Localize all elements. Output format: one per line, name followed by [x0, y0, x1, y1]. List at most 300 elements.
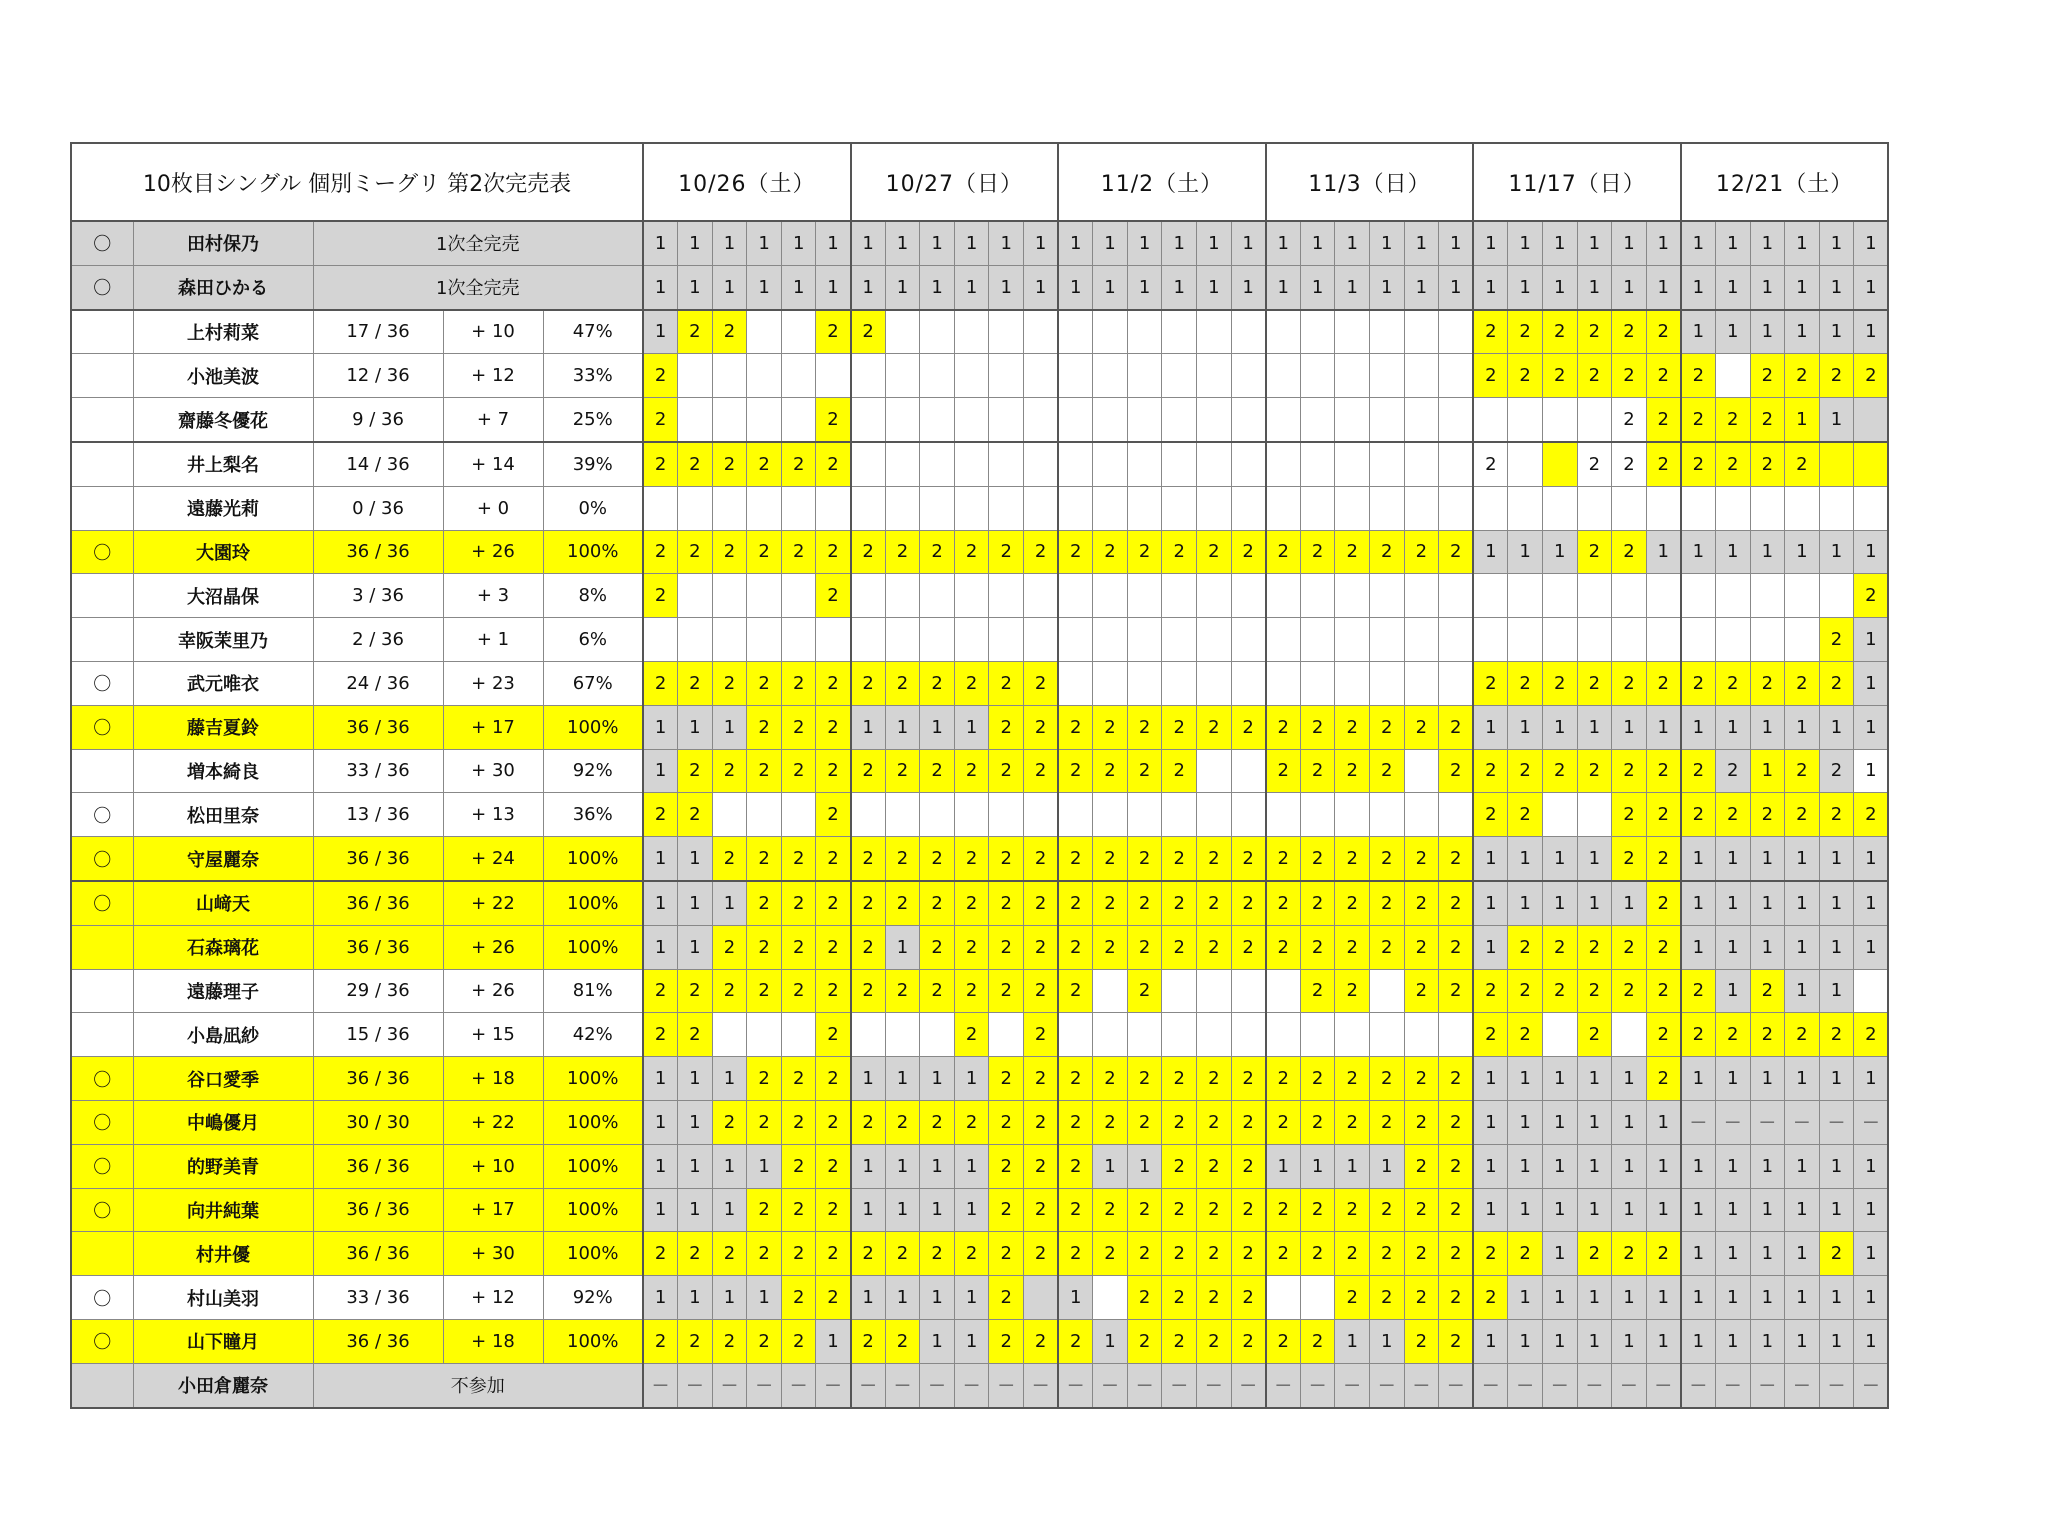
slot-cell: 1	[1508, 881, 1543, 925]
slot-cell: 2	[851, 925, 886, 969]
slot-cell: 2	[920, 1100, 955, 1144]
slot-cell: 1	[1681, 221, 1716, 265]
slot-cell	[1404, 661, 1439, 705]
slot-cell: 2	[1231, 837, 1266, 881]
completion-mark	[71, 969, 133, 1013]
date-header: 11/2（土）	[1058, 143, 1266, 221]
slot-cell: 1	[747, 265, 782, 309]
slot-cell: 2	[816, 1276, 851, 1320]
slot-cell	[781, 1013, 816, 1057]
increase-count: + 17	[443, 1188, 543, 1232]
slot-cell: 1	[1542, 705, 1577, 749]
slot-cell: 2	[1335, 925, 1370, 969]
slot-cell: －	[1404, 1363, 1439, 1407]
slot-cell: 2	[989, 749, 1024, 793]
slot-cell: 1	[1300, 265, 1335, 309]
slot-cell: 1	[1819, 1057, 1854, 1101]
slot-cell	[1612, 574, 1647, 618]
slot-cell: 2	[1162, 837, 1197, 881]
slot-cell: 2	[1542, 661, 1577, 705]
slot-cell	[643, 486, 678, 530]
slot-cell: 1	[747, 1276, 782, 1320]
slot-cell	[851, 574, 886, 618]
slot-cell: 2	[1473, 969, 1508, 1013]
slot-cell: 1	[1681, 1057, 1716, 1101]
slot-cell	[1785, 618, 1820, 662]
slot-cell: 1	[1162, 221, 1197, 265]
slot-cell: 1	[1750, 221, 1785, 265]
slot-cell: 2	[1024, 1319, 1059, 1363]
slot-cell: 2	[1646, 1013, 1681, 1057]
slot-cell	[781, 354, 816, 398]
slot-cell: 2	[1335, 1276, 1370, 1320]
sold-count: 17 / 36	[313, 310, 443, 354]
slot-cell: 2	[1162, 749, 1197, 793]
slot-cell: 2	[1646, 881, 1681, 925]
slot-cell	[1439, 398, 1474, 442]
completion-mark: 〇	[71, 265, 133, 309]
slot-cell: 2	[1024, 881, 1059, 925]
completion-mark	[71, 1363, 133, 1407]
slot-cell: 2	[1093, 881, 1128, 925]
slot-cell: 2	[781, 969, 816, 1013]
slot-cell: 2	[643, 574, 678, 618]
slot-cell: 1	[747, 1144, 782, 1188]
slot-cell	[851, 1013, 886, 1057]
increase-count: + 30	[443, 749, 543, 793]
slot-cell: 2	[781, 442, 816, 486]
slot-cell	[1266, 969, 1301, 1013]
slot-cell: 2	[816, 925, 851, 969]
slot-cell: 2	[1508, 969, 1543, 1013]
slot-cell	[954, 486, 989, 530]
slot-cell	[1058, 442, 1093, 486]
member-name: 小田倉麗奈	[133, 1363, 313, 1407]
slot-cell	[989, 310, 1024, 354]
slot-cell: 1	[1197, 265, 1232, 309]
member-row	[71, 618, 1888, 662]
slot-cell	[816, 618, 851, 662]
slot-cell: 1	[1300, 1144, 1335, 1188]
slot-cell: 2	[1024, 1188, 1059, 1232]
member-name: 小島凪紗	[133, 1013, 313, 1057]
slot-cell: 2	[747, 1319, 782, 1363]
slot-cell: 1	[816, 265, 851, 309]
slot-cell: －	[1646, 1363, 1681, 1407]
slot-cell: 1	[1715, 1319, 1750, 1363]
slot-cell	[1369, 1013, 1404, 1057]
slot-cell	[1231, 969, 1266, 1013]
slot-cell: 2	[1127, 1100, 1162, 1144]
slot-cell: 1	[1542, 1057, 1577, 1101]
sold-percent: 92%	[543, 749, 643, 793]
slot-cell	[1369, 310, 1404, 354]
slot-cell: 1	[1646, 221, 1681, 265]
slot-cell	[1854, 486, 1889, 530]
sold-count: 3 / 36	[313, 574, 443, 618]
slot-cell: 2	[1404, 1057, 1439, 1101]
slot-cell: 1	[1612, 265, 1647, 309]
slot-cell: 1	[1715, 1232, 1750, 1276]
slot-cell: 2	[1473, 793, 1508, 837]
member-status: 1次全完売	[313, 221, 643, 265]
slot-cell: 2	[747, 1057, 782, 1101]
slot-cell: 2	[678, 310, 713, 354]
slot-cell: 1	[1542, 1276, 1577, 1320]
slot-cell: 2	[1197, 1057, 1232, 1101]
slot-cell: 2	[1473, 749, 1508, 793]
slot-cell: 1	[1715, 221, 1750, 265]
slot-cell	[1162, 310, 1197, 354]
slot-cell: 1	[1785, 221, 1820, 265]
sold-count: 12 / 36	[313, 354, 443, 398]
slot-cell	[1612, 486, 1647, 530]
slot-cell: 1	[1508, 530, 1543, 574]
slot-cell: －	[1127, 1363, 1162, 1407]
slot-cell	[1058, 1013, 1093, 1057]
slot-cell: 1	[1404, 221, 1439, 265]
slot-cell	[1300, 793, 1335, 837]
slot-cell	[1715, 574, 1750, 618]
slot-cell: 2	[1508, 1232, 1543, 1276]
slot-cell: －	[885, 1363, 920, 1407]
slot-cell: 2	[1819, 793, 1854, 837]
slot-cell: 2	[1439, 530, 1474, 574]
slot-cell	[1127, 310, 1162, 354]
sold-count: 36 / 36	[313, 705, 443, 749]
slot-cell: 2	[1266, 925, 1301, 969]
slot-cell: 1	[678, 265, 713, 309]
sold-percent: 92%	[543, 1276, 643, 1320]
slot-cell: 2	[1058, 705, 1093, 749]
slot-cell	[885, 618, 920, 662]
slot-cell: 2	[712, 310, 747, 354]
slot-cell: 2	[1646, 442, 1681, 486]
slot-cell	[954, 574, 989, 618]
slot-cell: 2	[851, 661, 886, 705]
sell-out-table	[70, 142, 1889, 1409]
slot-cell: 1	[1439, 265, 1474, 309]
slot-cell: 1	[1508, 1100, 1543, 1144]
slot-cell: 1	[1715, 310, 1750, 354]
slot-cell	[1612, 1013, 1647, 1057]
slot-cell: 2	[816, 442, 851, 486]
slot-cell: 2	[816, 881, 851, 925]
slot-cell	[885, 442, 920, 486]
sold-percent: 100%	[543, 1057, 643, 1101]
slot-cell: 2	[989, 661, 1024, 705]
member-row	[71, 881, 1888, 925]
slot-cell	[1542, 486, 1577, 530]
slot-cell	[1335, 486, 1370, 530]
slot-cell	[1646, 574, 1681, 618]
sell-out-sheet	[70, 142, 1889, 1409]
slot-cell: －	[678, 1363, 713, 1407]
slot-cell: －	[1819, 1100, 1854, 1144]
slot-cell	[1093, 618, 1128, 662]
slot-cell: 1	[1854, 837, 1889, 881]
slot-cell	[781, 486, 816, 530]
slot-cell	[1231, 793, 1266, 837]
slot-cell	[1646, 618, 1681, 662]
slot-cell: 2	[920, 1232, 955, 1276]
slot-cell: 2	[1300, 881, 1335, 925]
slot-cell	[1542, 1013, 1577, 1057]
slot-cell	[1404, 574, 1439, 618]
slot-cell	[1266, 354, 1301, 398]
slot-cell: 2	[1404, 881, 1439, 925]
slot-cell: 1	[1819, 530, 1854, 574]
slot-cell: 1	[1127, 1144, 1162, 1188]
slot-cell: 1	[989, 265, 1024, 309]
slot-cell: 1	[712, 1144, 747, 1188]
slot-cell	[1404, 398, 1439, 442]
slot-cell	[1197, 618, 1232, 662]
completion-mark	[71, 354, 133, 398]
slot-cell: 2	[1577, 661, 1612, 705]
slot-cell: 1	[1819, 310, 1854, 354]
completion-mark	[71, 486, 133, 530]
slot-cell: 2	[1127, 925, 1162, 969]
slot-cell: 2	[1404, 1276, 1439, 1320]
slot-cell: 2	[816, 749, 851, 793]
slot-cell	[712, 618, 747, 662]
sold-count: 29 / 36	[313, 969, 443, 1013]
slot-cell: 2	[1508, 749, 1543, 793]
slot-cell: 2	[1369, 925, 1404, 969]
slot-cell: 2	[1266, 1232, 1301, 1276]
slot-cell: 1	[1750, 705, 1785, 749]
slot-cell	[1127, 354, 1162, 398]
slot-cell: 2	[1473, 442, 1508, 486]
slot-cell: 2	[1093, 530, 1128, 574]
slot-cell	[1439, 354, 1474, 398]
slot-cell: 2	[1473, 1232, 1508, 1276]
slot-cell: 1	[1819, 1276, 1854, 1320]
slot-cell: 2	[954, 881, 989, 925]
slot-cell: 2	[851, 1319, 886, 1363]
completion-mark: 〇	[71, 1276, 133, 1320]
slot-cell	[712, 486, 747, 530]
slot-cell: 1	[1750, 1057, 1785, 1101]
slot-cell: 1	[1335, 1319, 1370, 1363]
sold-percent: 100%	[543, 705, 643, 749]
slot-cell: 2	[1369, 1100, 1404, 1144]
slot-cell: －	[1854, 1100, 1889, 1144]
slot-cell	[1369, 442, 1404, 486]
slot-cell: 1	[747, 221, 782, 265]
slot-cell	[1335, 1013, 1370, 1057]
slot-cell: －	[1750, 1363, 1785, 1407]
slot-cell: 1	[781, 221, 816, 265]
slot-cell: 2	[1577, 1232, 1612, 1276]
slot-cell	[885, 354, 920, 398]
slot-cell	[1231, 354, 1266, 398]
slot-cell	[920, 354, 955, 398]
slot-cell: 2	[1750, 793, 1785, 837]
slot-cell: 1	[920, 1144, 955, 1188]
slot-cell	[851, 618, 886, 662]
sold-count: 36 / 36	[313, 1057, 443, 1101]
slot-cell	[1854, 398, 1889, 442]
completion-mark	[71, 574, 133, 618]
sold-count: 33 / 36	[313, 749, 443, 793]
slot-cell: 1	[1854, 530, 1889, 574]
slot-cell: 2	[1300, 1100, 1335, 1144]
slot-cell: 2	[1127, 705, 1162, 749]
slot-cell: 1	[1785, 705, 1820, 749]
slot-cell	[781, 310, 816, 354]
slot-cell: 1	[643, 1057, 678, 1101]
slot-cell	[1266, 574, 1301, 618]
slot-cell: 2	[920, 749, 955, 793]
slot-cell: 1	[643, 705, 678, 749]
slot-cell: 2	[1335, 837, 1370, 881]
completion-mark: 〇	[71, 530, 133, 574]
increase-count: + 23	[443, 661, 543, 705]
slot-cell: 2	[1197, 1319, 1232, 1363]
slot-cell: 2	[1439, 969, 1474, 1013]
slot-cell: 2	[1231, 1232, 1266, 1276]
slot-cell: 2	[1646, 969, 1681, 1013]
slot-cell: 1	[1819, 1188, 1854, 1232]
slot-cell: 2	[1300, 530, 1335, 574]
slot-cell: 1	[954, 705, 989, 749]
slot-cell: 1	[851, 705, 886, 749]
sold-percent: 100%	[543, 1100, 643, 1144]
slot-cell	[1473, 574, 1508, 618]
completion-mark	[71, 925, 133, 969]
slot-cell	[1093, 1276, 1128, 1320]
slot-cell: 1	[1542, 881, 1577, 925]
slot-cell	[885, 793, 920, 837]
slot-cell	[1197, 354, 1232, 398]
slot-cell: 2	[1508, 1013, 1543, 1057]
slot-cell: 1	[885, 705, 920, 749]
slot-cell	[1024, 398, 1059, 442]
slot-cell: 2	[712, 1319, 747, 1363]
slot-cell: 2	[989, 881, 1024, 925]
slot-cell: 2	[712, 925, 747, 969]
increase-count: + 13	[443, 793, 543, 837]
slot-cell: 1	[1681, 705, 1716, 749]
slot-cell: 1	[1646, 1319, 1681, 1363]
slot-cell: 2	[1750, 354, 1785, 398]
slot-cell: 1	[643, 925, 678, 969]
completion-mark: 〇	[71, 881, 133, 925]
slot-cell	[1681, 486, 1716, 530]
slot-cell: 2	[781, 1319, 816, 1363]
sold-percent: 100%	[543, 837, 643, 881]
slot-cell: 1	[1612, 1057, 1647, 1101]
slot-cell	[1231, 618, 1266, 662]
slot-cell: 1	[1266, 265, 1301, 309]
slot-cell: －	[1819, 1363, 1854, 1407]
slot-cell: 2	[1439, 837, 1474, 881]
slot-cell	[1093, 310, 1128, 354]
slot-cell: 1	[678, 221, 713, 265]
slot-cell	[1681, 618, 1716, 662]
slot-cell: 2	[885, 1100, 920, 1144]
slot-cell: 1	[712, 265, 747, 309]
slot-cell	[1024, 618, 1059, 662]
slot-cell: 1	[954, 1144, 989, 1188]
slot-cell	[1439, 618, 1474, 662]
slot-cell: 1	[954, 265, 989, 309]
member-name: 田村保乃	[133, 221, 313, 265]
slot-cell: 1	[1785, 1188, 1820, 1232]
slot-cell	[1335, 310, 1370, 354]
slot-cell	[1542, 398, 1577, 442]
slot-cell: 2	[1162, 705, 1197, 749]
slot-cell	[1300, 398, 1335, 442]
slot-cell: 2	[1369, 837, 1404, 881]
slot-cell: 2	[851, 969, 886, 1013]
slot-cell: 2	[1058, 1319, 1093, 1363]
slot-cell: －	[1785, 1363, 1820, 1407]
slot-cell: 2	[1577, 354, 1612, 398]
slot-cell: 1	[851, 265, 886, 309]
slot-cell: 1	[1646, 530, 1681, 574]
increase-count: + 1	[443, 618, 543, 662]
slot-cell	[1266, 442, 1301, 486]
slot-cell: 2	[1266, 1100, 1301, 1144]
slot-cell	[1369, 661, 1404, 705]
slot-cell: 2	[712, 969, 747, 1013]
slot-cell: 1	[1577, 265, 1612, 309]
slot-cell: 2	[1473, 310, 1508, 354]
slot-cell	[1473, 618, 1508, 662]
slot-cell: 2	[1197, 1232, 1232, 1276]
slot-cell: 1	[1058, 265, 1093, 309]
slot-cell	[1266, 1276, 1301, 1320]
slot-cell: 2	[1127, 530, 1162, 574]
slot-cell	[1785, 486, 1820, 530]
slot-cell	[885, 574, 920, 618]
slot-cell	[1508, 442, 1543, 486]
slot-cell	[781, 793, 816, 837]
slot-cell	[1266, 398, 1301, 442]
slot-cell: 1	[1577, 1057, 1612, 1101]
slot-cell: 2	[643, 398, 678, 442]
slot-cell: 2	[1577, 530, 1612, 574]
slot-cell: 2	[1750, 969, 1785, 1013]
slot-cell: 2	[1439, 1144, 1474, 1188]
slot-cell	[1197, 1013, 1232, 1057]
slot-cell: 1	[1508, 1276, 1543, 1320]
slot-cell: 2	[1024, 1232, 1059, 1276]
slot-cell: 1	[643, 265, 678, 309]
increase-count: + 15	[443, 1013, 543, 1057]
slot-cell	[1819, 486, 1854, 530]
slot-cell	[1093, 354, 1128, 398]
slot-cell	[1197, 486, 1232, 530]
slot-cell: 1	[816, 221, 851, 265]
member-row	[71, 221, 1888, 265]
slot-cell	[1854, 969, 1889, 1013]
slot-cell: 2	[1266, 749, 1301, 793]
slot-cell: 2	[1335, 1188, 1370, 1232]
slot-cell: 2	[1681, 1013, 1716, 1057]
slot-cell	[954, 618, 989, 662]
slot-cell	[1058, 661, 1093, 705]
slot-cell: 2	[1093, 1100, 1128, 1144]
slot-cell: 2	[1854, 1013, 1889, 1057]
member-status: 1次全完売	[313, 265, 643, 309]
slot-cell: 2	[1197, 1188, 1232, 1232]
slot-cell: 2	[678, 1013, 713, 1057]
slot-cell	[954, 793, 989, 837]
